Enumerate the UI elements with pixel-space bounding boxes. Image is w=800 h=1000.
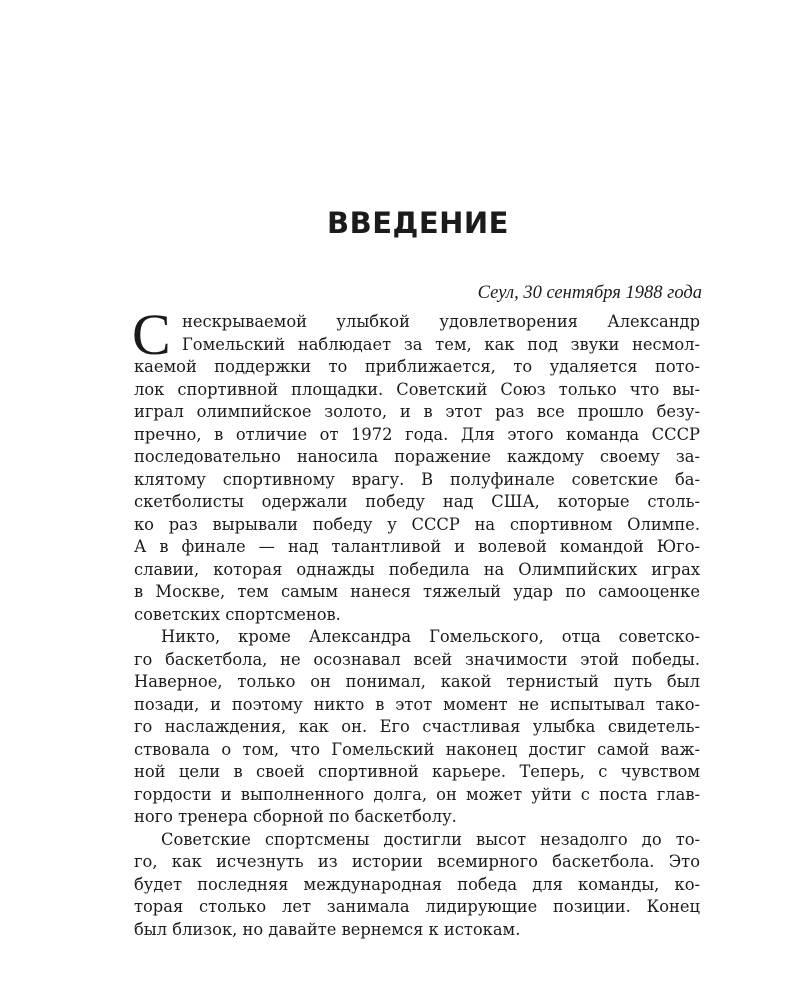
text-line: клятому спортивному врагу. В полуфинале советские ба- xyxy=(134,469,700,489)
text-line: Гомельский наблюдает за тем, как под звуки несмол- xyxy=(182,334,700,354)
text-line: ной цели в своей спортивной карьере. Теперь, с чувством xyxy=(134,762,700,781)
text-line: го, как исчезнуть из истории всемирного баскетбола. Это xyxy=(134,852,700,871)
text-line: советских спортсменов. xyxy=(134,604,341,624)
text-line: скетболисты одержали победу над США, которые столь- xyxy=(134,492,700,511)
text-line: го наслаждения, как он. Его счастливая улыбка свидетель- xyxy=(134,717,700,736)
text-line: ко раз вырывали победу у СССР на спортивном Олимпе. xyxy=(134,514,700,534)
text-line: торая столько лет занимала лидирующие позиции. Конец xyxy=(134,897,700,916)
paragraph xyxy=(132,302,700,626)
chapter-title: ВВЕДЕНИЕ xyxy=(326,206,509,240)
dateline: Сеул, 30 сентября 1988 года xyxy=(477,283,702,303)
text-line: го баскетбола, не осознавал всей значимости этой победы. xyxy=(134,649,700,669)
text-line: А в финале — над талантливой и волевой командой Юго- xyxy=(134,537,700,556)
text-line: Советские спортсмены достигли высот незадолго до то- xyxy=(161,829,700,849)
paragraph xyxy=(134,829,700,942)
text-line: Наверное, только он понимал, какой тернистый путь был xyxy=(134,672,700,691)
body-text xyxy=(132,302,700,941)
text-line: пречно, в отличие от 1972 года. Для этого команда СССР xyxy=(134,424,700,444)
text-line: славии, которая однажды победила на Олимпийских играх xyxy=(134,559,700,579)
text-line: ного тренера сборной по баскетболу. xyxy=(134,807,457,826)
text-line: каемой поддержки то приближается, то удаляется пото- xyxy=(134,357,700,376)
text-line: гордости и выполненного долга, он может уйти с поста глав- xyxy=(134,784,700,804)
drop-cap: С xyxy=(132,302,171,367)
text-line: позади, и поэтому никто в этот момент не испытывал тако- xyxy=(134,694,700,714)
text-line: ствовала о том, что Гомельский наконец достиг самой важ- xyxy=(134,739,700,759)
text-line: нескрываемой улыбкой удовлетворения Александр xyxy=(182,312,700,331)
text-line: играл олимпийское золото, и в этот раз все прошло безу- xyxy=(134,402,700,421)
text-line: был близок, но давайте вернемся к истокам. xyxy=(134,919,521,939)
text-line: Никто, кроме Александра Гомельского, отца советско- xyxy=(161,627,700,646)
text-line: лок спортивной площадки. Советский Союз только что вы- xyxy=(134,379,700,399)
text-line: будет последняя международная победа для команды, ко- xyxy=(134,874,700,894)
text-line: последовательно наносила поражение каждому своему за- xyxy=(134,447,700,466)
paragraphs xyxy=(132,302,700,941)
text-line: в Москве, тем самым нанеся тяжелый удар по самооценке xyxy=(134,582,700,601)
paragraph xyxy=(134,626,700,829)
